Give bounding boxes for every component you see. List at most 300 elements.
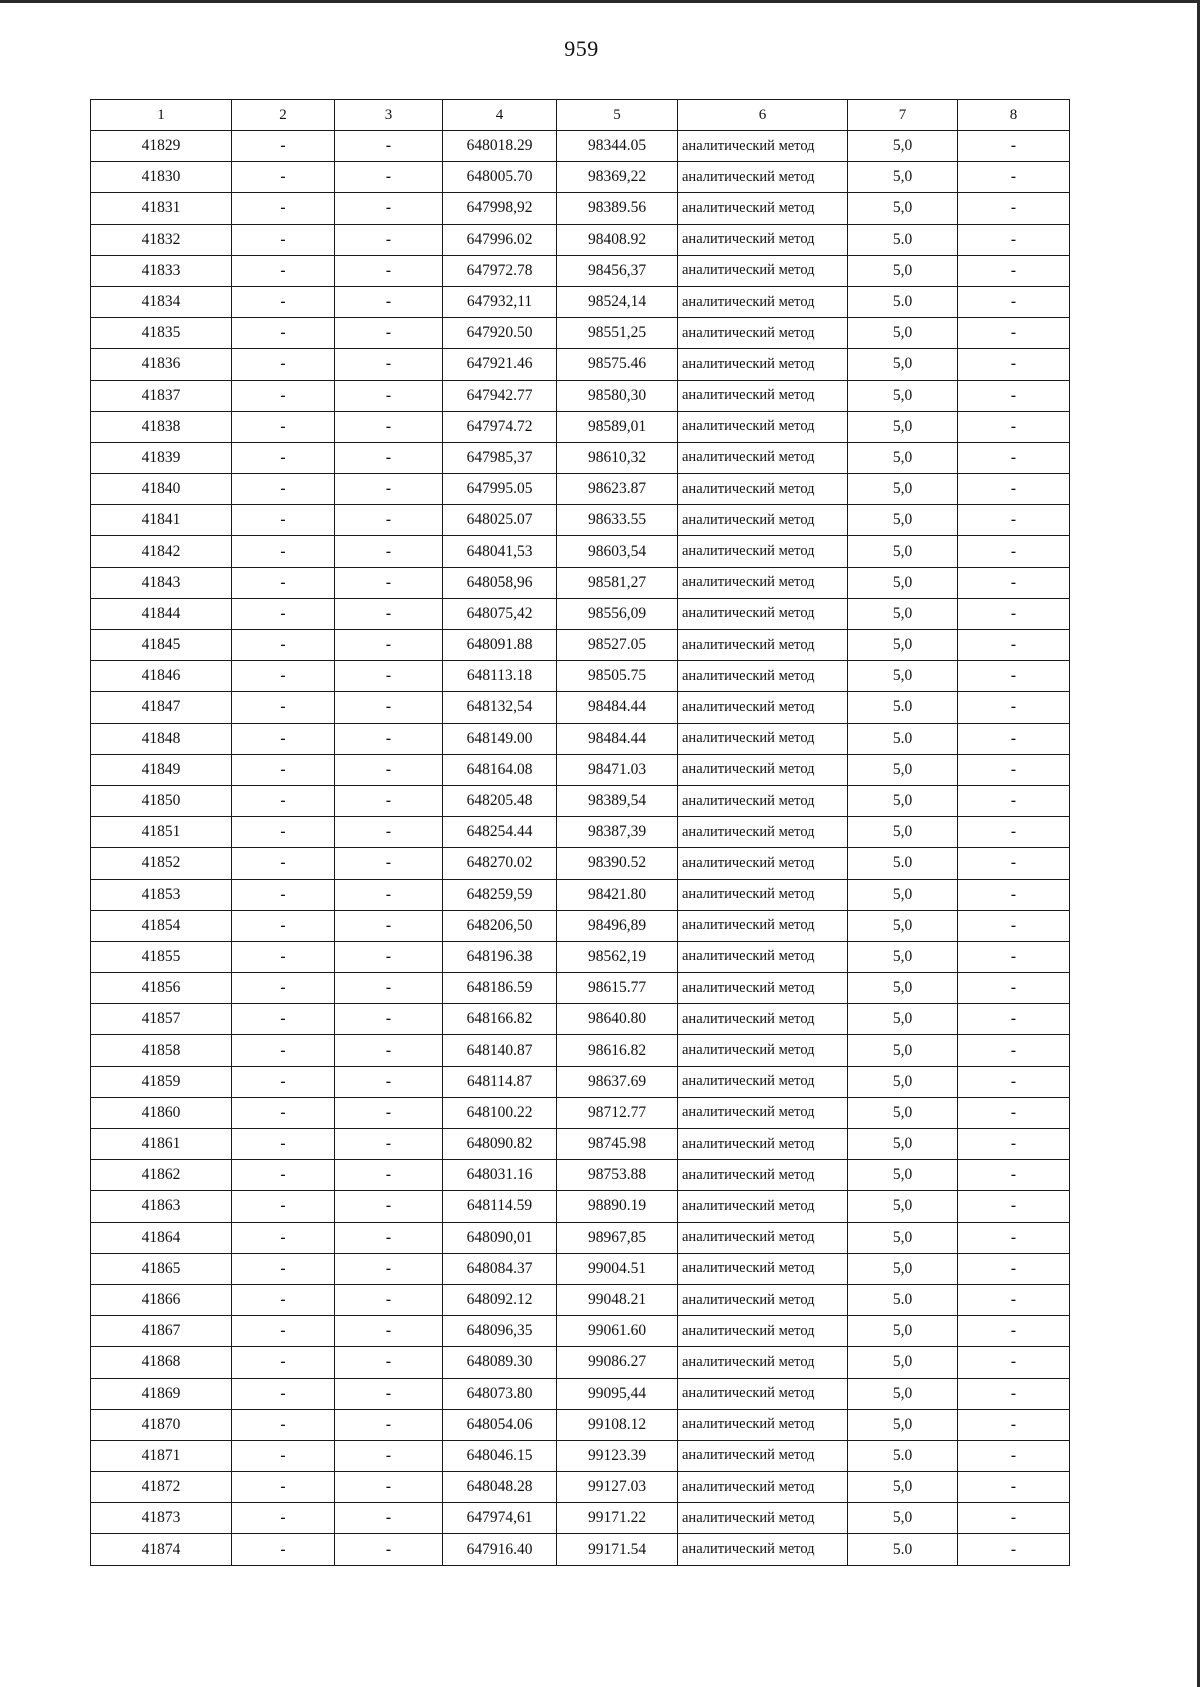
point-number-cell: 41851 xyxy=(91,817,232,848)
accuracy-cell: 5,0 xyxy=(848,318,958,349)
accuracy-cell: 5,0 xyxy=(848,941,958,972)
x-coordinate-cell: 648089.30 xyxy=(443,1347,557,1378)
table-row xyxy=(91,349,1070,380)
col8-cell: - xyxy=(958,162,1070,193)
col2-cell: - xyxy=(232,193,335,224)
x-coordinate-cell: 648005.70 xyxy=(443,162,557,193)
y-coordinate-cell: 98344.05 xyxy=(557,131,678,162)
y-coordinate-cell: 98753.88 xyxy=(557,1160,678,1191)
col8-cell: - xyxy=(958,1222,1070,1253)
accuracy-cell: 5,0 xyxy=(848,1097,958,1128)
accuracy-cell: 5.0 xyxy=(848,286,958,317)
col8-cell: - xyxy=(958,598,1070,629)
y-coordinate-cell: 98527.05 xyxy=(557,630,678,661)
x-coordinate-cell: 648054.06 xyxy=(443,1409,557,1440)
y-coordinate-cell: 98421.80 xyxy=(557,879,678,910)
col3-cell: - xyxy=(335,941,443,972)
accuracy-cell: 5,0 xyxy=(848,1035,958,1066)
y-coordinate-cell: 98967,85 xyxy=(557,1222,678,1253)
col3-cell: - xyxy=(335,1284,443,1315)
table-row xyxy=(91,817,1070,848)
accuracy-cell: 5.0 xyxy=(848,692,958,723)
table-row xyxy=(91,1191,1070,1222)
col3-cell: - xyxy=(335,1409,443,1440)
col8-cell: - xyxy=(958,1409,1070,1440)
table-row xyxy=(91,692,1070,723)
y-coordinate-cell: 98524,14 xyxy=(557,286,678,317)
accuracy-cell: 5,0 xyxy=(848,1222,958,1253)
table-row xyxy=(91,255,1070,286)
col3-cell: - xyxy=(335,1472,443,1503)
col8-cell: - xyxy=(958,1004,1070,1035)
accuracy-cell: 5,0 xyxy=(848,193,958,224)
y-coordinate-cell: 98551,25 xyxy=(557,318,678,349)
x-coordinate-cell: 648206,50 xyxy=(443,910,557,941)
y-coordinate-cell: 99048.21 xyxy=(557,1284,678,1315)
table-row xyxy=(91,973,1070,1004)
point-number-cell: 41869 xyxy=(91,1378,232,1409)
col8-cell: - xyxy=(958,380,1070,411)
x-coordinate-cell: 647974.72 xyxy=(443,411,557,442)
col8-cell: - xyxy=(958,1534,1070,1565)
point-number-cell: 41871 xyxy=(91,1440,232,1471)
page-number: 959 xyxy=(564,36,599,61)
method-cell: аналитический метод xyxy=(678,193,848,224)
col8-cell: - xyxy=(958,442,1070,473)
accuracy-cell: 5,0 xyxy=(848,349,958,380)
x-coordinate-cell: 648166.82 xyxy=(443,1004,557,1035)
accuracy-cell: 5,0 xyxy=(848,1409,958,1440)
col3-cell: - xyxy=(335,692,443,723)
method-cell: аналитический метод xyxy=(678,349,848,380)
col3-cell: - xyxy=(335,131,443,162)
table-row xyxy=(91,1347,1070,1378)
table-row xyxy=(91,162,1070,193)
y-coordinate-cell: 99095,44 xyxy=(557,1378,678,1409)
col2-cell: - xyxy=(232,1534,335,1565)
point-number-cell: 41850 xyxy=(91,785,232,816)
col2-cell: - xyxy=(232,505,335,536)
y-coordinate-cell: 98610,32 xyxy=(557,442,678,473)
accuracy-cell: 5,0 xyxy=(848,1191,958,1222)
scan-border-top xyxy=(0,0,1200,3)
table-row xyxy=(91,1440,1070,1471)
x-coordinate-cell: 648149.00 xyxy=(443,723,557,754)
y-coordinate-cell: 98640.80 xyxy=(557,1004,678,1035)
y-coordinate-cell: 98456,37 xyxy=(557,255,678,286)
point-number-cell: 41840 xyxy=(91,474,232,505)
accuracy-cell: 5,0 xyxy=(848,380,958,411)
method-cell: аналитический метод xyxy=(678,817,848,848)
col8-cell: - xyxy=(958,754,1070,785)
accuracy-cell: 5,0 xyxy=(848,661,958,692)
y-coordinate-cell: 99171.54 xyxy=(557,1534,678,1565)
col2-cell: - xyxy=(232,1472,335,1503)
point-number-cell: 41834 xyxy=(91,286,232,317)
table-row xyxy=(91,505,1070,536)
x-coordinate-cell: 648018.29 xyxy=(443,131,557,162)
x-coordinate-cell: 648186.59 xyxy=(443,973,557,1004)
accuracy-cell: 5,0 xyxy=(848,1004,958,1035)
point-number-cell: 41836 xyxy=(91,349,232,380)
col2-cell: - xyxy=(232,411,335,442)
table-row xyxy=(91,536,1070,567)
point-number-cell: 41862 xyxy=(91,1160,232,1191)
col2-cell: - xyxy=(232,1316,335,1347)
table-row xyxy=(91,193,1070,224)
accuracy-cell: 5,0 xyxy=(848,1253,958,1284)
y-coordinate-cell: 98496,89 xyxy=(557,910,678,941)
method-cell: аналитический метод xyxy=(678,1129,848,1160)
table-row xyxy=(91,1316,1070,1347)
point-number-cell: 41874 xyxy=(91,1534,232,1565)
x-coordinate-cell: 648046.15 xyxy=(443,1440,557,1471)
y-coordinate-cell: 98615.77 xyxy=(557,973,678,1004)
col3-cell: - xyxy=(335,848,443,879)
table-row xyxy=(91,474,1070,505)
method-cell: аналитический метод xyxy=(678,1222,848,1253)
method-cell: аналитический метод xyxy=(678,1347,848,1378)
method-cell: аналитический метод xyxy=(678,1004,848,1035)
method-cell: аналитический метод xyxy=(678,1534,848,1565)
table-row xyxy=(91,567,1070,598)
table-row xyxy=(91,318,1070,349)
col2-cell: - xyxy=(232,630,335,661)
x-coordinate-cell: 648075,42 xyxy=(443,598,557,629)
col8-cell: - xyxy=(958,1066,1070,1097)
method-cell: аналитический метод xyxy=(678,1440,848,1471)
method-cell: аналитический метод xyxy=(678,661,848,692)
column-header: 4 xyxy=(443,100,557,131)
table-row xyxy=(91,380,1070,411)
accuracy-cell: 5,0 xyxy=(848,411,958,442)
x-coordinate-cell: 648091.88 xyxy=(443,630,557,661)
point-number-cell: 41856 xyxy=(91,973,232,1004)
table-row xyxy=(91,1409,1070,1440)
x-coordinate-cell: 647996.02 xyxy=(443,224,557,255)
col3-cell: - xyxy=(335,224,443,255)
y-coordinate-cell: 98633.55 xyxy=(557,505,678,536)
col2-cell: - xyxy=(232,318,335,349)
col8-cell: - xyxy=(958,255,1070,286)
table-row xyxy=(91,131,1070,162)
method-cell: аналитический метод xyxy=(678,505,848,536)
accuracy-cell: 5.0 xyxy=(848,1440,958,1471)
point-number-cell: 41852 xyxy=(91,848,232,879)
table-row xyxy=(91,1534,1070,1565)
col2-cell: - xyxy=(232,785,335,816)
point-number-cell: 41854 xyxy=(91,910,232,941)
x-coordinate-cell: 648031.16 xyxy=(443,1160,557,1191)
method-cell: аналитический метод xyxy=(678,941,848,972)
point-number-cell: 41829 xyxy=(91,131,232,162)
x-coordinate-cell: 647985,37 xyxy=(443,442,557,473)
col3-cell: - xyxy=(335,411,443,442)
col2-cell: - xyxy=(232,1503,335,1534)
col3-cell: - xyxy=(335,162,443,193)
x-coordinate-cell: 647920.50 xyxy=(443,318,557,349)
method-cell: аналитический метод xyxy=(678,255,848,286)
table-row xyxy=(91,1160,1070,1191)
x-coordinate-cell: 647995.05 xyxy=(443,474,557,505)
x-coordinate-cell: 648048.28 xyxy=(443,1472,557,1503)
col2-cell: - xyxy=(232,879,335,910)
x-coordinate-cell: 648205.48 xyxy=(443,785,557,816)
accuracy-cell: 5,0 xyxy=(848,1160,958,1191)
col2-cell: - xyxy=(232,224,335,255)
point-number-cell: 41841 xyxy=(91,505,232,536)
col2-cell: - xyxy=(232,1160,335,1191)
point-number-cell: 41870 xyxy=(91,1409,232,1440)
col3-cell: - xyxy=(335,1035,443,1066)
col3-cell: - xyxy=(335,754,443,785)
col8-cell: - xyxy=(958,785,1070,816)
accuracy-cell: 5,0 xyxy=(848,442,958,473)
col3-cell: - xyxy=(335,1160,443,1191)
table-row xyxy=(91,1222,1070,1253)
point-number-cell: 41839 xyxy=(91,442,232,473)
col2-cell: - xyxy=(232,817,335,848)
y-coordinate-cell: 99171.22 xyxy=(557,1503,678,1534)
col8-cell: - xyxy=(958,630,1070,661)
point-number-cell: 41832 xyxy=(91,224,232,255)
col2-cell: - xyxy=(232,1347,335,1378)
table-row xyxy=(91,723,1070,754)
method-cell: аналитический метод xyxy=(678,442,848,473)
col3-cell: - xyxy=(335,1316,443,1347)
x-coordinate-cell: 648164.08 xyxy=(443,754,557,785)
y-coordinate-cell: 98745.98 xyxy=(557,1129,678,1160)
col2-cell: - xyxy=(232,255,335,286)
y-coordinate-cell: 98589,01 xyxy=(557,411,678,442)
accuracy-cell: 5,0 xyxy=(848,1316,958,1347)
x-coordinate-cell: 648041,53 xyxy=(443,536,557,567)
col8-cell: - xyxy=(958,224,1070,255)
point-number-cell: 41861 xyxy=(91,1129,232,1160)
point-number-cell: 41830 xyxy=(91,162,232,193)
col3-cell: - xyxy=(335,349,443,380)
point-number-cell: 41859 xyxy=(91,1066,232,1097)
y-coordinate-cell: 98471.03 xyxy=(557,754,678,785)
method-cell: аналитический метод xyxy=(678,474,848,505)
column-header: 2 xyxy=(232,100,335,131)
col2-cell: - xyxy=(232,1097,335,1128)
point-number-cell: 41844 xyxy=(91,598,232,629)
x-coordinate-cell: 647974,61 xyxy=(443,1503,557,1534)
point-number-cell: 41833 xyxy=(91,255,232,286)
method-cell: аналитический метод xyxy=(678,692,848,723)
col2-cell: - xyxy=(232,1378,335,1409)
col3-cell: - xyxy=(335,1066,443,1097)
x-coordinate-cell: 648254.44 xyxy=(443,817,557,848)
point-number-cell: 41855 xyxy=(91,941,232,972)
x-coordinate-cell: 648025.07 xyxy=(443,505,557,536)
point-number-cell: 41872 xyxy=(91,1472,232,1503)
x-coordinate-cell: 647921.46 xyxy=(443,349,557,380)
col8-cell: - xyxy=(958,1129,1070,1160)
accuracy-cell: 5,0 xyxy=(848,879,958,910)
column-header: 3 xyxy=(335,100,443,131)
col8-cell: - xyxy=(958,536,1070,567)
table-row xyxy=(91,1004,1070,1035)
accuracy-cell: 5,0 xyxy=(848,1472,958,1503)
accuracy-cell: 5,0 xyxy=(848,785,958,816)
table-header-row xyxy=(91,100,1070,131)
col2-cell: - xyxy=(232,1222,335,1253)
table-row xyxy=(91,1284,1070,1315)
point-number-cell: 41858 xyxy=(91,1035,232,1066)
x-coordinate-cell: 648092.12 xyxy=(443,1284,557,1315)
col2-cell: - xyxy=(232,941,335,972)
col3-cell: - xyxy=(335,1253,443,1284)
method-cell: аналитический метод xyxy=(678,910,848,941)
col2-cell: - xyxy=(232,536,335,567)
x-coordinate-cell: 648090,01 xyxy=(443,1222,557,1253)
method-cell: аналитический метод xyxy=(678,848,848,879)
x-coordinate-cell: 648259,59 xyxy=(443,879,557,910)
y-coordinate-cell: 98369,22 xyxy=(557,162,678,193)
point-number-cell: 41838 xyxy=(91,411,232,442)
method-cell: аналитический метод xyxy=(678,973,848,1004)
table-row xyxy=(91,1503,1070,1534)
col3-cell: - xyxy=(335,910,443,941)
method-cell: аналитический метод xyxy=(678,224,848,255)
col2-cell: - xyxy=(232,131,335,162)
col8-cell: - xyxy=(958,941,1070,972)
col2-cell: - xyxy=(232,162,335,193)
col8-cell: - xyxy=(958,567,1070,598)
accuracy-cell: 5,0 xyxy=(848,910,958,941)
y-coordinate-cell: 99108.12 xyxy=(557,1409,678,1440)
method-cell: аналитический метод xyxy=(678,1066,848,1097)
y-coordinate-cell: 98616.82 xyxy=(557,1035,678,1066)
accuracy-cell: 5.0 xyxy=(848,224,958,255)
col2-cell: - xyxy=(232,1440,335,1471)
col3-cell: - xyxy=(335,598,443,629)
col8-cell: - xyxy=(958,1097,1070,1128)
col8-cell: - xyxy=(958,910,1070,941)
accuracy-cell: 5,0 xyxy=(848,598,958,629)
table-row xyxy=(91,598,1070,629)
col3-cell: - xyxy=(335,1534,443,1565)
table-row xyxy=(91,224,1070,255)
col3-cell: - xyxy=(335,630,443,661)
col2-cell: - xyxy=(232,1035,335,1066)
method-cell: аналитический метод xyxy=(678,567,848,598)
table-row xyxy=(91,1097,1070,1128)
method-cell: аналитический метод xyxy=(678,536,848,567)
table-row xyxy=(91,879,1070,910)
point-number-cell: 41842 xyxy=(91,536,232,567)
col2-cell: - xyxy=(232,1129,335,1160)
method-cell: аналитический метод xyxy=(678,598,848,629)
y-coordinate-cell: 98890.19 xyxy=(557,1191,678,1222)
x-coordinate-cell: 647998,92 xyxy=(443,193,557,224)
col3-cell: - xyxy=(335,879,443,910)
x-coordinate-cell: 648132,54 xyxy=(443,692,557,723)
col3-cell: - xyxy=(335,380,443,411)
column-header: 8 xyxy=(958,100,1070,131)
table-body xyxy=(91,131,1070,1566)
y-coordinate-cell: 99004.51 xyxy=(557,1253,678,1284)
x-coordinate-cell: 647942.77 xyxy=(443,380,557,411)
y-coordinate-cell: 99086.27 xyxy=(557,1347,678,1378)
x-coordinate-cell: 648114.59 xyxy=(443,1191,557,1222)
accuracy-cell: 5,0 xyxy=(848,474,958,505)
point-number-cell: 41863 xyxy=(91,1191,232,1222)
accuracy-cell: 5,0 xyxy=(848,162,958,193)
x-coordinate-cell: 648270.02 xyxy=(443,848,557,879)
method-cell: аналитический метод xyxy=(678,1160,848,1191)
y-coordinate-cell: 99123.39 xyxy=(557,1440,678,1471)
y-coordinate-cell: 98389,54 xyxy=(557,785,678,816)
table-row xyxy=(91,1035,1070,1066)
col8-cell: - xyxy=(958,411,1070,442)
y-coordinate-cell: 98575.46 xyxy=(557,349,678,380)
accuracy-cell: 5,0 xyxy=(848,567,958,598)
y-coordinate-cell: 99061.60 xyxy=(557,1316,678,1347)
point-number-cell: 41843 xyxy=(91,567,232,598)
method-cell: аналитический метод xyxy=(678,1284,848,1315)
col2-cell: - xyxy=(232,380,335,411)
y-coordinate-cell: 98484.44 xyxy=(557,692,678,723)
method-cell: аналитический метод xyxy=(678,1409,848,1440)
col2-cell: - xyxy=(232,1409,335,1440)
point-number-cell: 41831 xyxy=(91,193,232,224)
method-cell: аналитический метод xyxy=(678,318,848,349)
y-coordinate-cell: 98603,54 xyxy=(557,536,678,567)
x-coordinate-cell: 648058,96 xyxy=(443,567,557,598)
method-cell: аналитический метод xyxy=(678,754,848,785)
accuracy-cell: 5,0 xyxy=(848,817,958,848)
col8-cell: - xyxy=(958,1160,1070,1191)
accuracy-cell: 5.0 xyxy=(848,723,958,754)
col2-cell: - xyxy=(232,598,335,629)
point-number-cell: 41864 xyxy=(91,1222,232,1253)
y-coordinate-cell: 98484.44 xyxy=(557,723,678,754)
point-number-cell: 41845 xyxy=(91,630,232,661)
col3-cell: - xyxy=(335,318,443,349)
col8-cell: - xyxy=(958,193,1070,224)
coordinates-table xyxy=(90,99,1070,1566)
col3-cell: - xyxy=(335,661,443,692)
col3-cell: - xyxy=(335,193,443,224)
x-coordinate-cell: 648090.82 xyxy=(443,1129,557,1160)
col2-cell: - xyxy=(232,973,335,1004)
col8-cell: - xyxy=(958,1316,1070,1347)
col8-cell: - xyxy=(958,848,1070,879)
accuracy-cell: 5,0 xyxy=(848,536,958,567)
col3-cell: - xyxy=(335,474,443,505)
accuracy-cell: 5,0 xyxy=(848,255,958,286)
method-cell: аналитический метод xyxy=(678,1035,848,1066)
col8-cell: - xyxy=(958,1378,1070,1409)
point-number-cell: 41835 xyxy=(91,318,232,349)
col8-cell: - xyxy=(958,505,1070,536)
accuracy-cell: 5,0 xyxy=(848,973,958,1004)
col3-cell: - xyxy=(335,286,443,317)
table-row xyxy=(91,286,1070,317)
col2-cell: - xyxy=(232,692,335,723)
point-number-cell: 41860 xyxy=(91,1097,232,1128)
col8-cell: - xyxy=(958,318,1070,349)
col2-cell: - xyxy=(232,754,335,785)
col2-cell: - xyxy=(232,910,335,941)
col8-cell: - xyxy=(958,349,1070,380)
col2-cell: - xyxy=(232,1004,335,1035)
col3-cell: - xyxy=(335,973,443,1004)
x-coordinate-cell: 648196.38 xyxy=(443,941,557,972)
